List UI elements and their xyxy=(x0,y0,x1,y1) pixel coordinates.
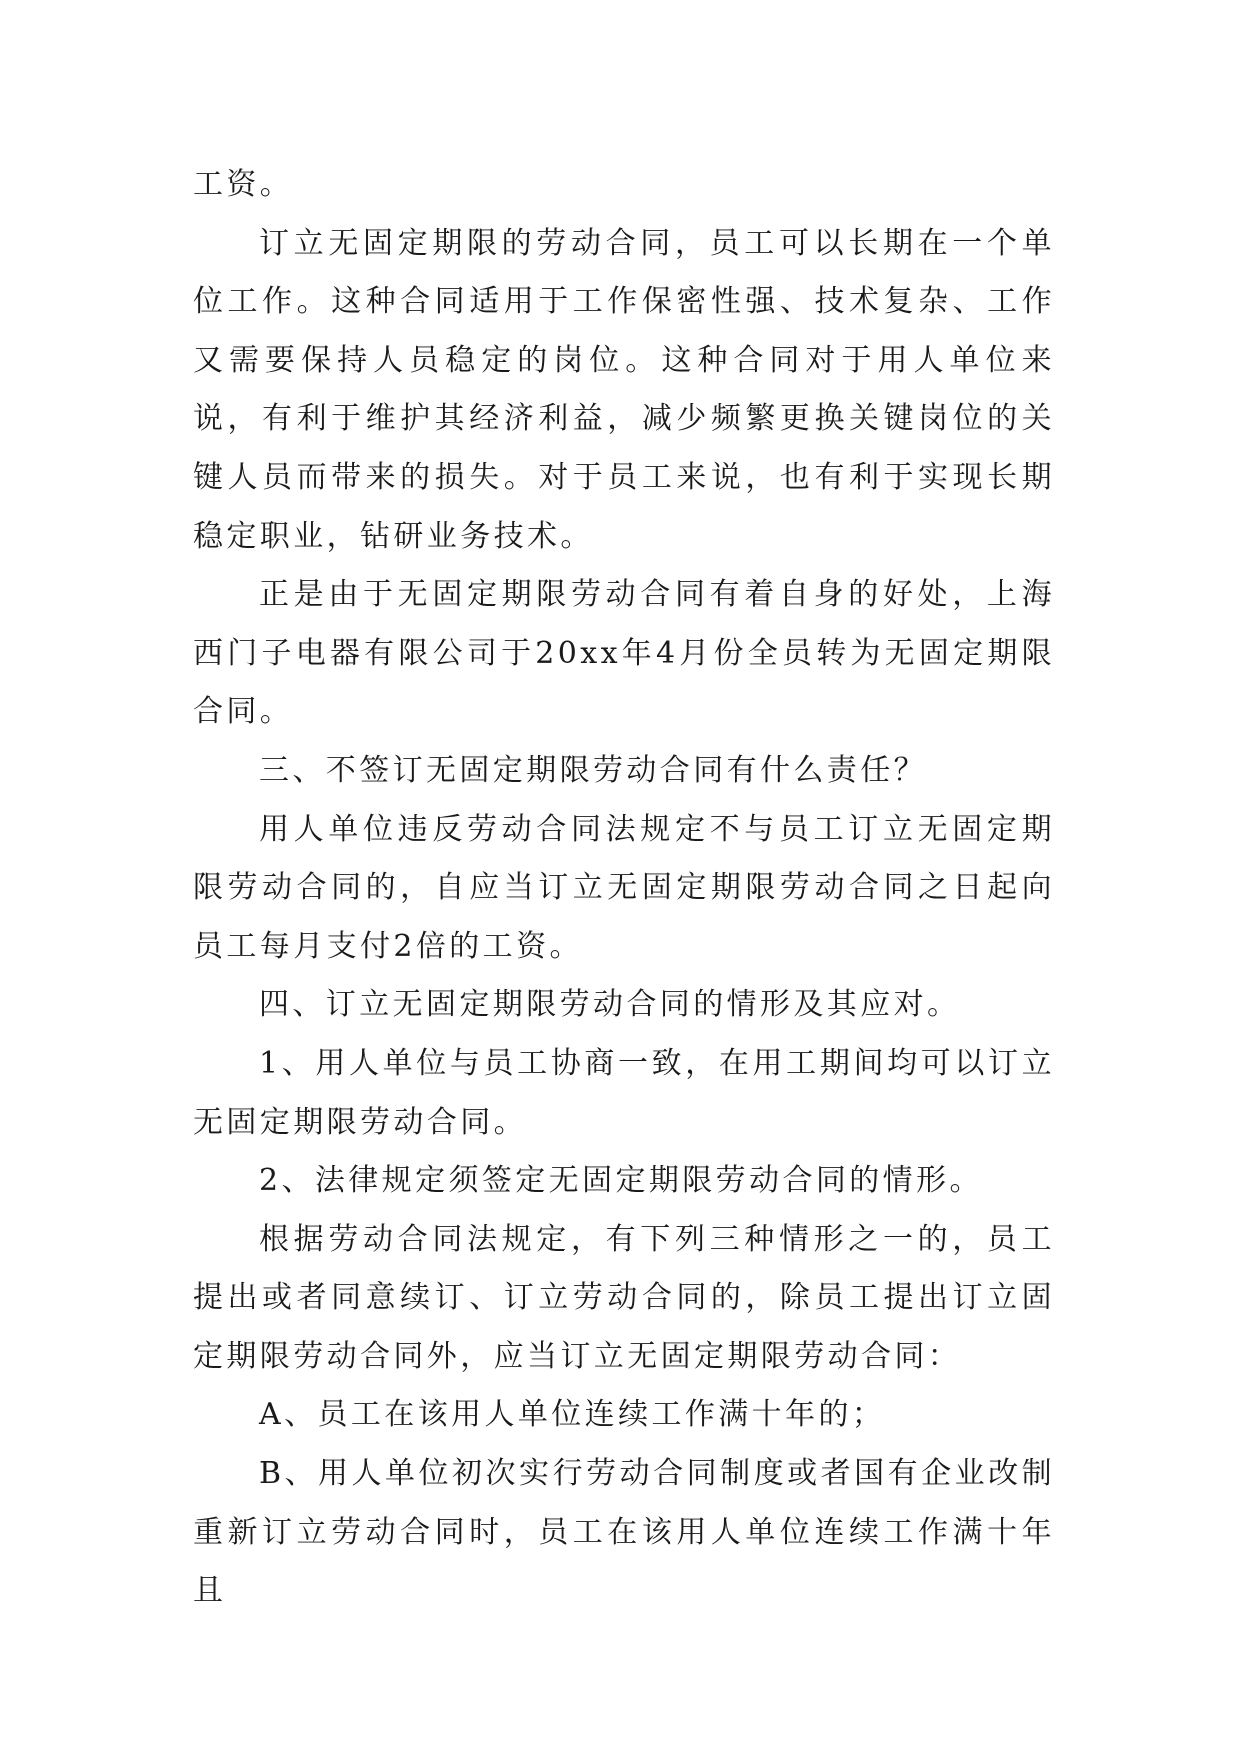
list-item: B、用人单位初次实行劳动合同制度或者国有企业改制重新订立劳动合同时，员工在该用人单位连续工作满十年且 xyxy=(193,1456,1055,1609)
document-page xyxy=(193,156,1055,1621)
paragraph: 用人单位违反劳动合同法规定不与员工订立无固定期限劳动合同的，自应当订立无固定期限劳动合同之日起向员工每月支付2倍的工资。 xyxy=(193,811,1055,964)
paragraph: 根据劳动合同法规定，有下列三种情形之一的，员工提出或者同意续订、订立劳动合同的，除员工提出订立固定期限劳动合同外，应当订立无固定期限劳动合同： xyxy=(193,1221,1055,1374)
list-item: A、员工在该用人单位连续工作满十年的； xyxy=(259,1397,886,1433)
paragraph: 正是由于无固定期限劳动合同有着自身的好处，上海西门子电器有限公司于20xx年4月份全员转为无固定期限合同。 xyxy=(193,577,1055,730)
paragraph: 订立无固定期限的劳动合同，员工可以长期在一个单位工作。这种合同适用于工作保密性强、技术复杂、工作又需要保持人员稳定的岗位。这种合同对于用人单位来说，有利于维护其经济利益，减少频繁更换关键岗位的关键人员而带来的损失。对于员工来说，也有利于实现长期稳定职业，钻研业务技术。 xyxy=(193,225,1055,554)
section-heading: 三、不签订无固定期限劳动合同有什么责任？ xyxy=(259,752,927,788)
paragraph: 工资。 xyxy=(193,167,294,202)
list-item: 2、法律规定须签定无固定期限劳动合同的情形。 xyxy=(259,1163,983,1199)
list-item: 1、用人单位与员工协商一致，在用工期间均可以订立无固定期限劳动合同。 xyxy=(193,1045,1055,1140)
section-heading: 四、订立无固定期限劳动合同的情形及其应对。 xyxy=(259,987,961,1023)
